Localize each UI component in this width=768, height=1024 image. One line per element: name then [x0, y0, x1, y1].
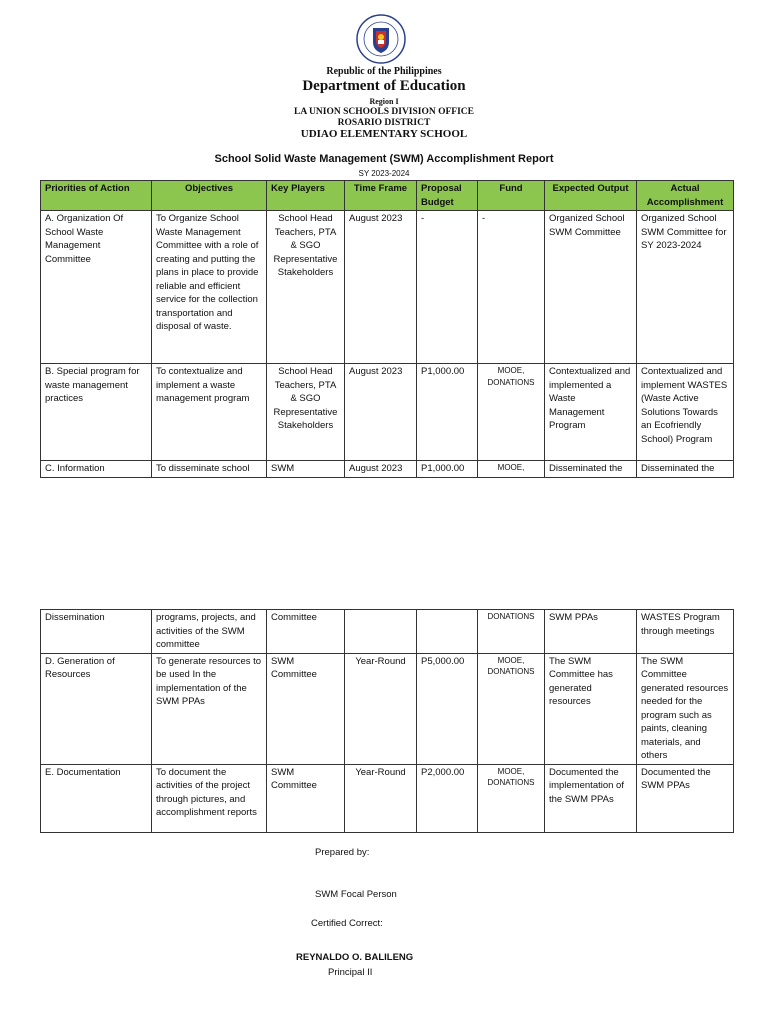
objective-cell: To disseminate school: [152, 461, 267, 478]
budget-cell: P2,000.00: [417, 764, 478, 832]
expected-cell: Contextualized and implemented a Waste Management Program: [545, 364, 637, 461]
column-header: Key Players: [267, 181, 345, 211]
players-cell: SWM Committee: [267, 764, 345, 832]
fund-cell: MOOE,: [478, 461, 545, 478]
school-heading: UDIAO ELEMENTARY SCHOOL: [300, 128, 468, 140]
actual-cell: Contextualized and implement WASTES (Waste Active Solutions Towards an Ecofriendly School) Program: [637, 364, 734, 461]
fund-cell: DONATIONS: [478, 610, 545, 654]
department-heading: Department of Education: [302, 78, 466, 94]
column-header: Priorities of Action: [41, 181, 152, 211]
accomplishment-table-continued: [40, 609, 734, 833]
players-cell: Committee: [267, 610, 345, 654]
budget-cell: P1,000.00: [417, 364, 478, 461]
prepared-by-label: Prepared by:: [315, 847, 370, 858]
table-row: [41, 764, 734, 832]
time-cell: August 2023: [345, 461, 417, 478]
time-cell: Year-Round: [345, 764, 417, 832]
region-heading: Region I: [369, 97, 399, 106]
budget-cell: P5,000.00: [417, 653, 478, 764]
time-cell: [345, 610, 417, 654]
actual-cell: The SWM Committee generated resources needed for the program such as paints, cleaning materials, and others: [637, 653, 734, 764]
school-year: SY 2023-2024: [358, 169, 410, 178]
players-cell: SWM Committee: [267, 653, 345, 764]
players-cell: School Head Teachers, PTA & SGO Representative Stakeholders: [267, 211, 345, 364]
column-header: Actual Accomplishment: [637, 181, 734, 211]
table-row: [41, 211, 734, 364]
expected-cell: SWM PPAs: [545, 610, 637, 654]
expected-cell: The SWM Committee has generated resources: [545, 653, 637, 764]
table-row: [41, 461, 734, 478]
actual-cell: Disseminated the: [637, 461, 734, 478]
priority-cell: A. Organization Of School Waste Management Committee: [41, 211, 152, 364]
priority-cell: C. Information: [41, 461, 152, 478]
actual-cell: WASTES Program through meetings: [637, 610, 734, 654]
fund-cell: MOOE, DONATIONS: [478, 364, 545, 461]
table-row: [41, 364, 734, 461]
budget-cell: -: [417, 211, 478, 364]
fund-cell: -: [478, 211, 545, 364]
column-header: Objectives: [152, 181, 267, 211]
table-row: [41, 610, 734, 654]
budget-cell: [417, 610, 478, 654]
time-cell: August 2023: [345, 211, 417, 364]
division-heading: LA UNION SCHOOLS DIVISION OFFICE: [293, 107, 474, 117]
republic-heading: Republic of the Philippines: [326, 66, 442, 77]
deped-seal-logo: [356, 14, 406, 64]
priority-cell: E. Documentation: [41, 764, 152, 832]
objective-cell: To Organize School Waste Management Committee with a role of creating and putting the plans in place to provide reliable and efficient service for the collection transportation and disposal of waste.: [152, 211, 267, 364]
table-header-row: [41, 181, 734, 211]
table-row: [41, 653, 734, 764]
objective-cell: To contextualize and implement a waste management program: [152, 364, 267, 461]
priority-cell: D. Generation of Resources: [41, 653, 152, 764]
expected-cell: Organized School SWM Committee: [545, 211, 637, 364]
expected-cell: Documented the implementation of the SWM PPAs: [545, 764, 637, 832]
column-header: Time Frame: [345, 181, 417, 211]
time-cell: August 2023: [345, 364, 417, 461]
objective-cell: To generate resources to be used In the implementation of the SWM PPAs: [152, 653, 267, 764]
actual-cell: Documented the SWM PPAs: [637, 764, 734, 832]
column-header: Proposal Budget: [417, 181, 478, 211]
accomplishment-table: [40, 180, 734, 478]
budget-cell: P1,000.00: [417, 461, 478, 478]
objective-cell: programs, projects, and activities of the SWM committee: [152, 610, 267, 654]
fund-cell: MOOE, DONATIONS: [478, 653, 545, 764]
principal-title: Principal II: [328, 967, 373, 978]
expected-cell: Disseminated the: [545, 461, 637, 478]
column-header: Fund: [478, 181, 545, 211]
players-cell: SWM: [267, 461, 345, 478]
objective-cell: To document the activities of the project through pictures, and accomplishment reports: [152, 764, 267, 832]
report-title: School Solid Waste Management (SWM) Accomplishment Report: [214, 153, 554, 165]
principal-name: REYNALDO O. BALILENG: [296, 952, 414, 963]
actual-cell: Organized School SWM Committee for SY 2023-2024: [637, 211, 734, 364]
focal-person-title: SWM Focal Person: [315, 889, 397, 900]
certified-correct-label: Certified Correct:: [311, 918, 383, 929]
priority-cell: Dissemination: [41, 610, 152, 654]
fund-cell: MOOE, DONATIONS: [478, 764, 545, 832]
column-header: Expected Output: [545, 181, 637, 211]
players-cell: School Head Teachers, PTA & SGO Representative Stakeholders: [267, 364, 345, 461]
priority-cell: B. Special program for waste management practices: [41, 364, 152, 461]
time-cell: Year-Round: [345, 653, 417, 764]
district-heading: ROSARIO DISTRICT: [337, 118, 431, 128]
